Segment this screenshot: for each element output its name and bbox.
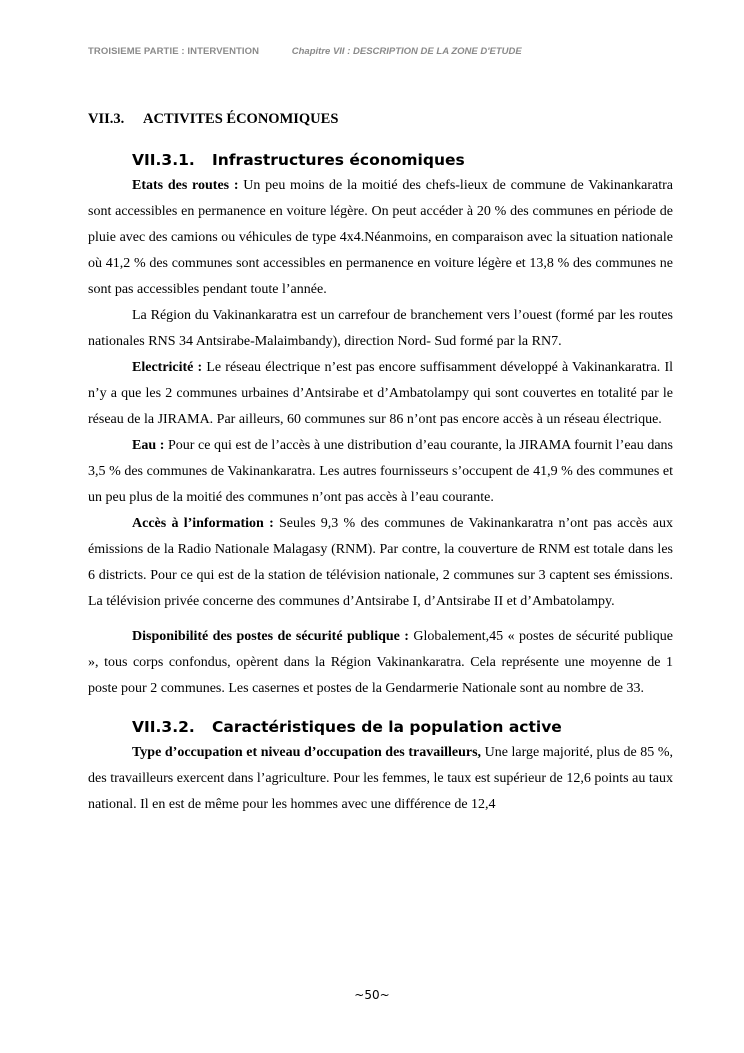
paragraph-text: Seules 9,3 % des communes de Vakinankaratra n’ont pas accès aux émissions de la Radio Nationale Malagasy (RNM). Par contre, la couverture de RNM est totale dans les 6 districts. Pour ce qui est de la station de télévision nationale, 2 communes sur 3 captent ses émissions. La télévision privée concerne des communes d’Antsirabe I, d’Antsirabe II et d’Ambatolampy. bbox=[88, 516, 673, 609]
paragraph-lead: Disponibilité des postes de sécurité publique : bbox=[132, 629, 409, 644]
section-heading bbox=[88, 108, 673, 130]
paragraph-occupation bbox=[88, 740, 673, 818]
paragraph-text: Un peu moins de la moitié des chefs-lieux de commune de Vakinankaratra sont accessibles en permanence en voiture légère. On peut accéder à 20 % des communes en période de pluie avec des camions ou véhicules de type 4x4.Néanmoins, en comparaison avec la situation nationale où 41,2 % des communes sont accessibles en permanence en voiture légère et 13,8 % des communes ne sont pas accessibles pendant toute l’année. bbox=[88, 178, 673, 297]
paragraph-lead: Type d’occupation et niveau d’occupation des travailleurs, bbox=[132, 745, 482, 760]
page-number: ~50~ bbox=[354, 988, 390, 1002]
paragraph-lead: Electricité : bbox=[132, 360, 203, 375]
paragraph-electricite bbox=[88, 355, 673, 433]
paragraph-text: Le réseau électrique n’est pas encore suffisamment développé à Vakinankaratra. Il n’y a que les 2 communes urbaines d’Antsirabe et d’Ambatolampy qui sont couvertes en totalité par le réseau de la JIRAMA. Par ailleurs, 60 communes sur 86 n’ont pas encore accès à un réseau électrique. bbox=[88, 360, 673, 427]
paragraph-securite bbox=[88, 624, 673, 702]
paragraph-text: Globalement,45 « postes de sécurité publique », tous corps confondus, opèrent dans la Région Vakinankaratra. Cela représente une moyenne de 1 poste pour 2 communes. Les casernes et postes de la Gendarmerie Nationale sont au nombre de 33. bbox=[88, 629, 673, 696]
paragraph-text: La Région du Vakinankaratra est un carrefour de branchement vers l’ouest (formé par les routes nationales RNS 34 Antsirabe-Malaimbandy), direction Nord- Sud formé par la RN7. bbox=[88, 308, 673, 349]
paragraph-lead: Eau : bbox=[132, 438, 165, 453]
subsection-number: VII.3.2. bbox=[132, 718, 195, 736]
section-number: VII.3. bbox=[88, 111, 125, 127]
subsection-heading-infrastructures bbox=[132, 147, 673, 173]
paragraph-lead: Accès à l’information : bbox=[132, 516, 274, 531]
page-body bbox=[88, 108, 673, 818]
section-title: ACTIVITES ÉCONOMIQUES bbox=[143, 111, 339, 127]
running-header bbox=[88, 46, 688, 57]
subsection-heading-population bbox=[132, 714, 673, 740]
paragraph-text: Pour ce qui est de l’accès à une distribution d’eau courante, la JIRAMA fournit l’eau dans 3,5 % des communes de Vakinankaratra. Les autres fournisseurs s’occupent de 41,9 % des communes et un peu plus de la moitié des communes n’ont pas accès à l’eau courante. bbox=[88, 438, 673, 505]
subsection-title: Caractéristiques de la population active bbox=[212, 718, 562, 736]
paragraph-lead: Etats des routes : bbox=[132, 178, 239, 193]
header-part: TROISIEME PARTIE : INTERVENTION bbox=[88, 46, 260, 57]
paragraph-carrefour bbox=[88, 303, 673, 355]
header-chapter: Chapitre VII : DESCRIPTION DE LA ZONE D'ETUDE bbox=[291, 46, 522, 57]
subsection-title: Infrastructures économiques bbox=[212, 151, 465, 169]
subsection-number: VII.3.1. bbox=[132, 151, 195, 169]
paragraph-text: Une large majorité, plus de 85 %, des travailleurs exercent dans l’agriculture. Pour les femmes, le taux est supérieur de 12,6 points au taux national. Il en est de même pour les hommes avec une différence de 12,4 bbox=[88, 745, 673, 812]
paragraph-eau bbox=[88, 433, 673, 511]
paragraph-routes bbox=[88, 173, 673, 303]
paragraph-information bbox=[88, 511, 673, 615]
